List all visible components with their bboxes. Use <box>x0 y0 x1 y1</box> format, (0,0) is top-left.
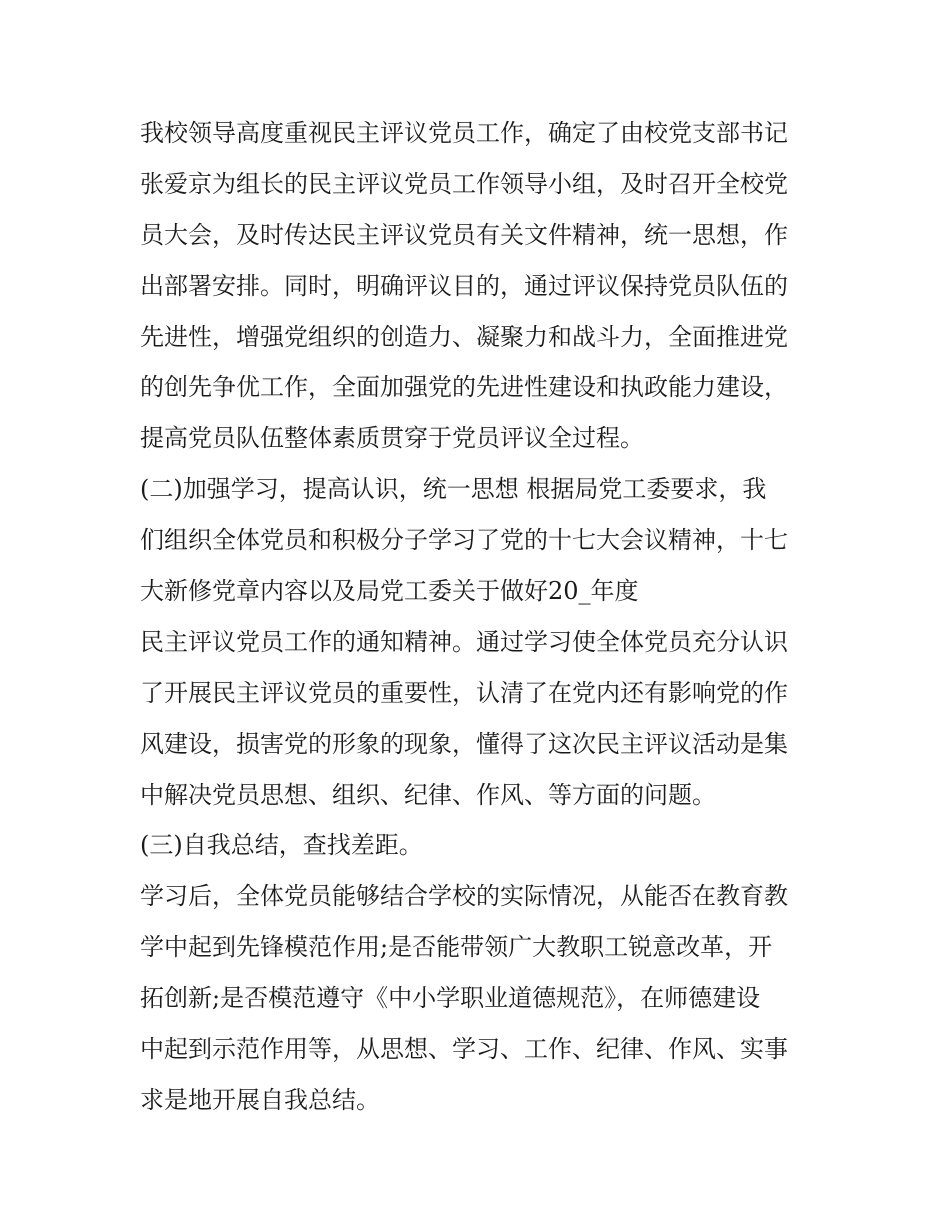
text-line: 先进性，增强党组织的创造力、凝聚力和战斗力，全面推进党 <box>140 322 788 351</box>
text-line: 的创先争优工作，全面加强党的先进性建设和执政能力建设， <box>140 373 788 402</box>
text-line: 们组织全体党员和积极分子学习了党的十七大会议精神，十七 <box>140 526 788 555</box>
text-line: 学习后，全体党员能够结合学校的实际情况，从能否在教育教 <box>140 882 788 911</box>
section-heading-3: (三)自我总结，查找差距。 <box>140 831 423 860</box>
text-line: 风建设，损害党的形象的现象，懂得了这次民主评议活动是集 <box>140 729 788 758</box>
section-heading-2: (二)加强学习，提高认识，统一思想 根据局党工委要求，我 <box>140 475 767 504</box>
text-line: 了开展民主评议党员的重要性，认清了在党内还有影响党的作 <box>140 678 788 707</box>
text-line: 提高党员队伍整体素质贯穿于党员评议全过程。 <box>140 424 644 453</box>
text-line: 大新修党章内容以及局党工委关于做好20_年度 <box>140 577 639 606</box>
text-line: 张爱京为组长的民主评议党员工作领导小组，及时召开全校党 <box>140 169 788 198</box>
text-line: 学中起到先锋模范作用;是否能带领广大教职工锐意改革，开 <box>140 933 773 962</box>
text-line: 员大会，及时传达民主评议党员有关文件精神，统一思想，作 <box>140 220 788 249</box>
text-line: 中起到示范作用等，从思想、学习、工作、纪律、作风、实事 <box>140 1035 788 1064</box>
text-line: 我校领导高度重视民主评议党员工作，确定了由校党支部书记 <box>140 119 788 147</box>
text-line: 民主评议党员工作的通知精神。通过学习使全体党员充分认识 <box>140 627 788 656</box>
text-line: 求是地开展自我总结。 <box>140 1085 380 1114</box>
text-line: 出部署安排。同时，明确评议目的，通过评议保持党员队伍的 <box>140 271 788 300</box>
text-line: 拓创新;是否模范遵守《中小学职业道德规范》，在师德建设 <box>140 984 761 1013</box>
document-body <box>140 108 830 1126</box>
text-line: 中解决党员思想、组织、纪律、作风、等方面的问题。 <box>140 780 716 809</box>
